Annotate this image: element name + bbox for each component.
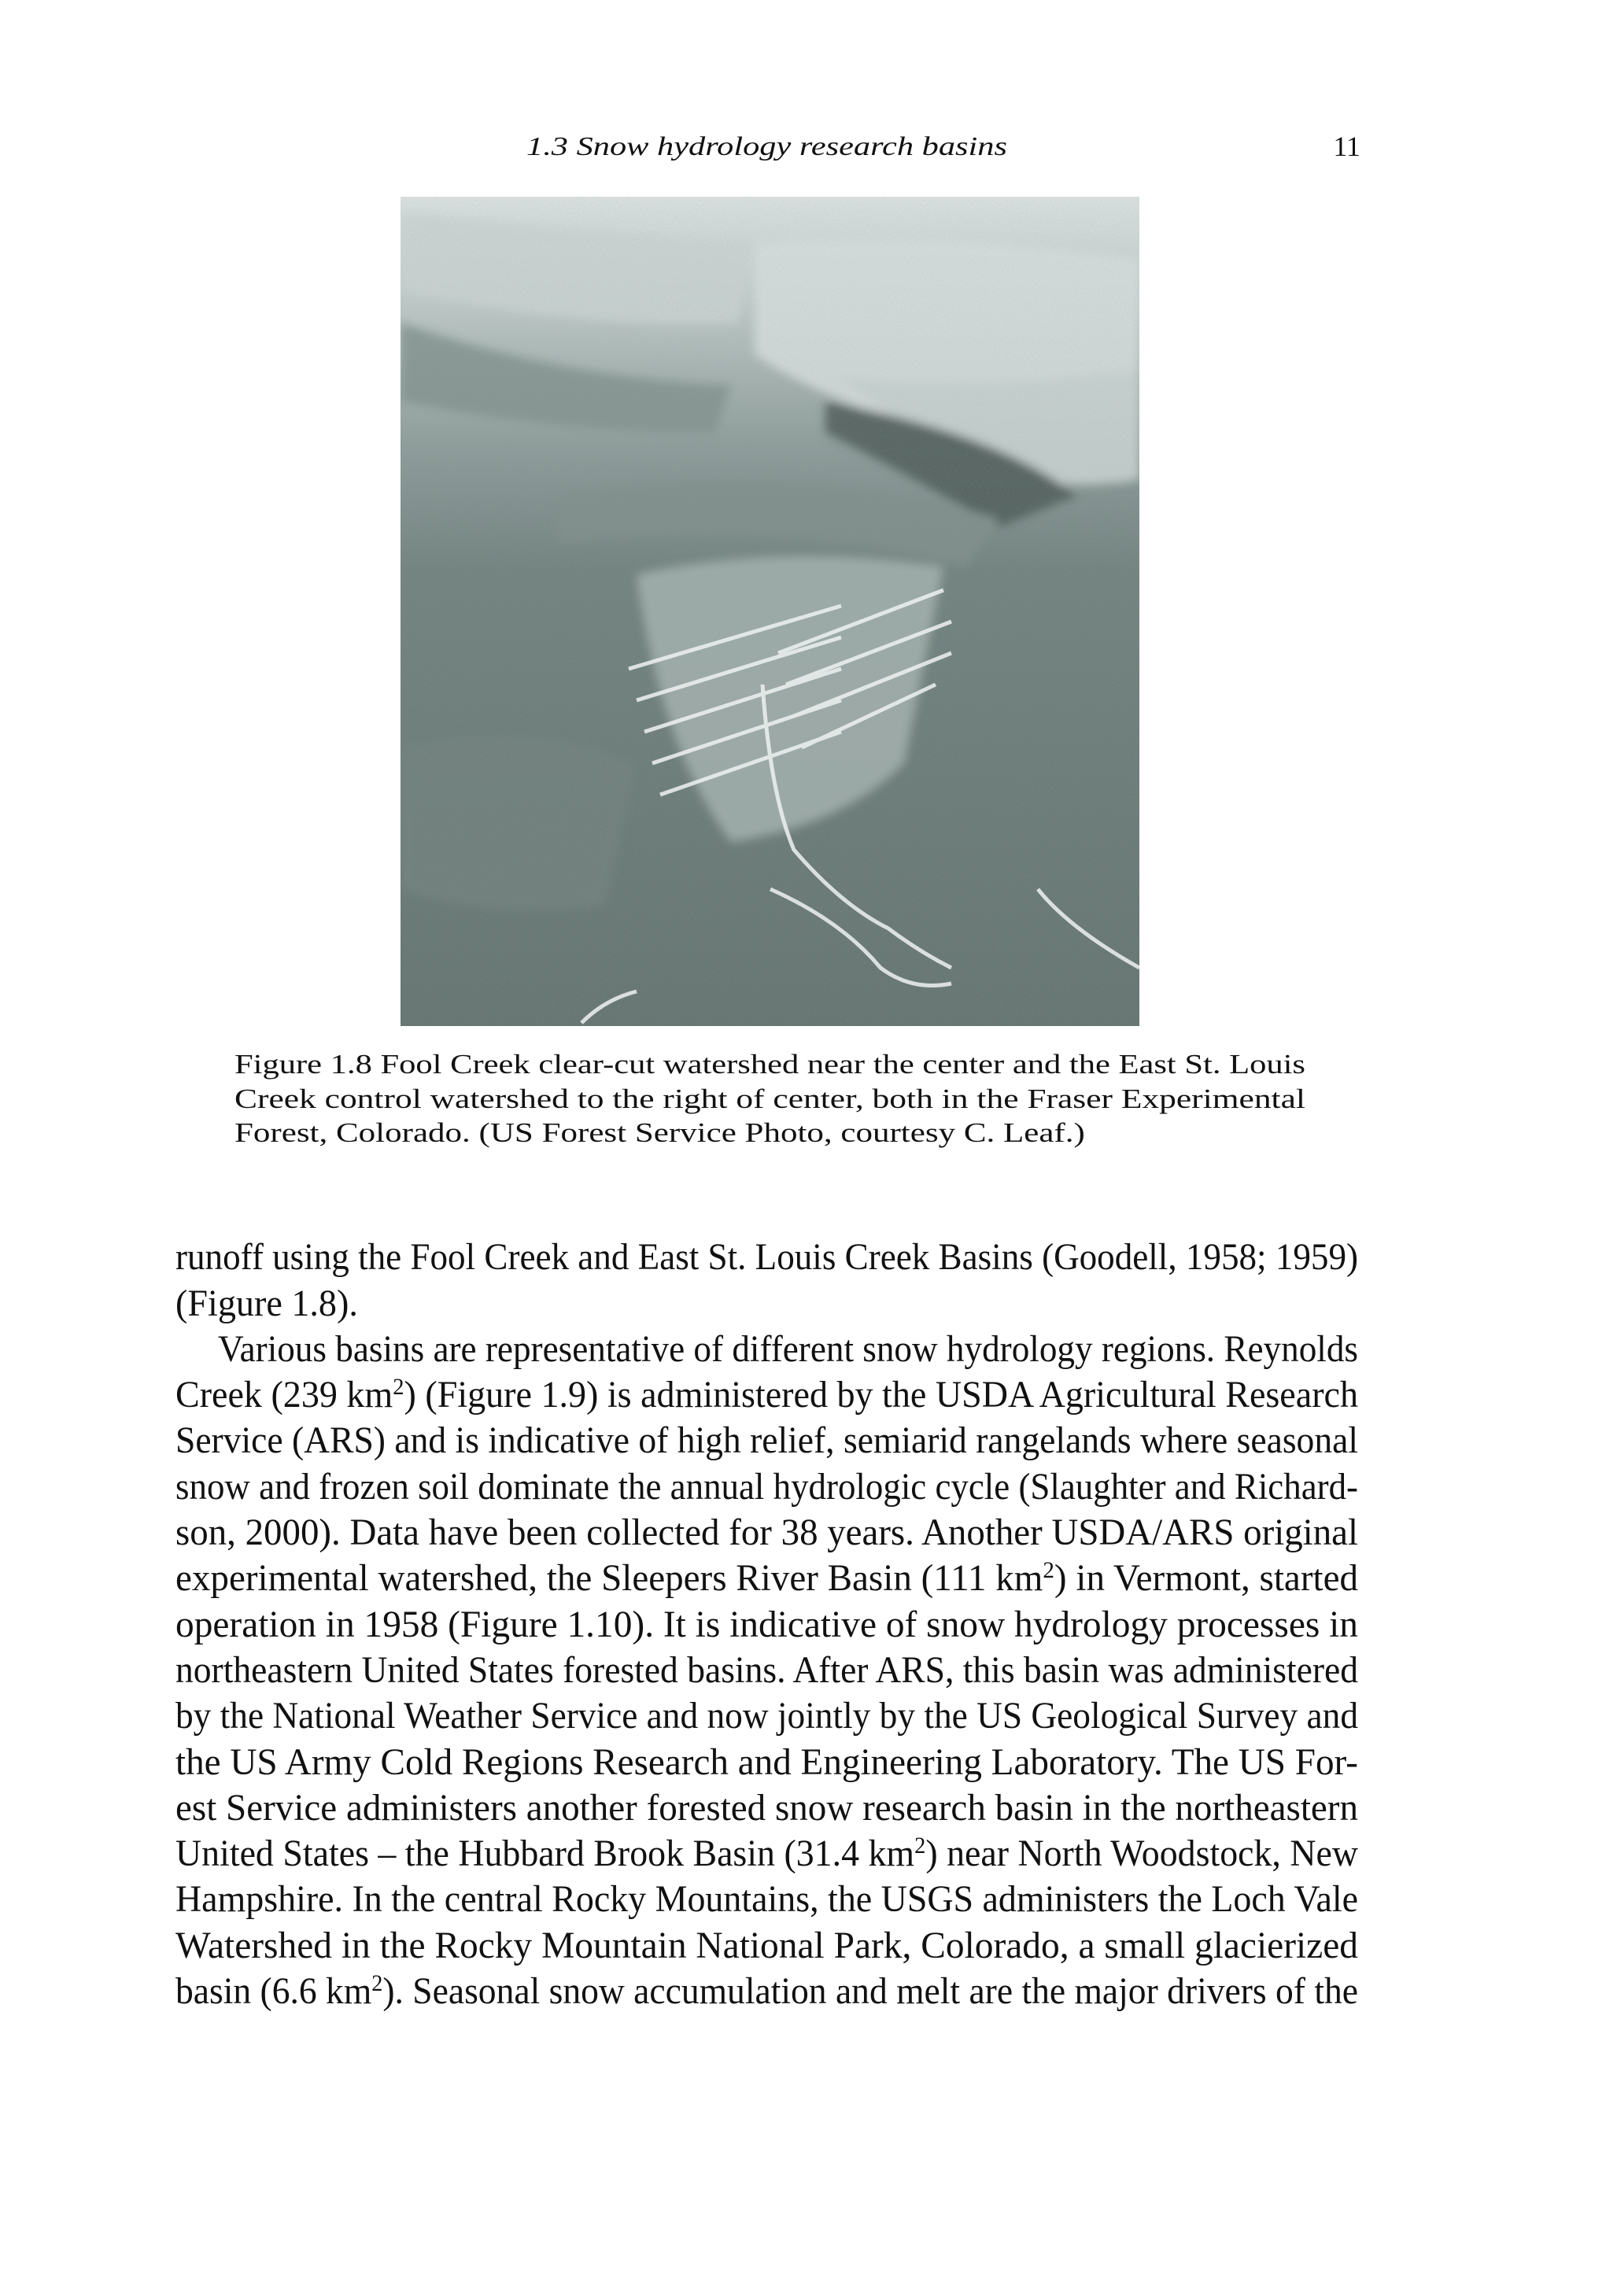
body-line <box>175 1282 358 1324</box>
body-line <box>175 1786 1358 1829</box>
body-line <box>175 1236 1358 1279</box>
body-line <box>175 1878 1358 1921</box>
text-run: Service (ARS) and is indicative of high relief, semiarid rangelands where seasonal <box>175 1419 1358 1462</box>
body-line <box>175 1373 1358 1416</box>
text-run: operation in 1958 (Figure 1.10). It is indicative of snow hydrology processes in <box>175 1603 1358 1645</box>
text-run: son, 2000). Data have been collected for 38 years. Another USDA/ARS original <box>175 1512 1358 1554</box>
text-run: (Figure 1.8). <box>175 1282 358 1324</box>
text-run: ) near North Woodstock, New <box>925 1833 1358 1875</box>
body-line <box>218 1327 1358 1370</box>
text-run: Hampshire. In the central Rocky Mountains, the USGS administers the Loch Vale <box>175 1878 1358 1921</box>
body-line <box>175 1465 1358 1508</box>
text-run: ) in Vermont, started <box>1054 1557 1358 1600</box>
figure-photo-fool-creek-watershed <box>401 197 1139 1026</box>
caption-line: Creek control watershed to the right of center, both in the Fraser Experimental <box>234 1083 1305 1114</box>
text-run: Creek (239 km <box>175 1374 393 1416</box>
superscript: 2 <box>914 1832 926 1859</box>
text-run: experimental watershed, the Sleepers River Basin (111 km <box>175 1557 1043 1600</box>
body-line <box>175 1697 1358 1735</box>
text-run: United States – the Hubbard Brook Basin (31.4 km <box>175 1833 915 1875</box>
text-run: snow and frozen soil dominate the annual hydrologic cycle (Slaughter and Richard- <box>175 1465 1358 1508</box>
text-run: ) (Figure 1.9) is administered by the USDA Agricultural Research <box>404 1374 1358 1416</box>
superscript: 2 <box>1043 1557 1054 1584</box>
text-run: Watershed in the Rocky Mountain National Park, Colorado, a small glacierized <box>175 1924 1358 1966</box>
body-line <box>175 1924 1358 1966</box>
text-run: basin (6.6 km <box>175 1970 372 2013</box>
text-run: est Service administers another forested snow research basin in the northeastern <box>175 1786 1358 1829</box>
text-run: Various basins are representative of different snow hydrology regions. Reynolds <box>218 1327 1358 1370</box>
body-line <box>175 1514 1358 1552</box>
page-number: 11 <box>1333 130 1360 162</box>
body-line <box>175 1648 1358 1691</box>
text-run: runoff using the Fool Creek and East St. Louis Creek Basins (Goodell, 1958; 1959) <box>175 1236 1358 1279</box>
superscript: 2 <box>393 1373 404 1400</box>
body-line <box>175 1557 1358 1600</box>
superscript: 2 <box>371 1969 383 1996</box>
body-line <box>175 1832 1358 1875</box>
text-run: ). Seasonal snow accumulation and melt are the major drivers of the <box>382 1970 1358 2013</box>
body-line <box>175 1740 1358 1783</box>
text-run: by the National Weather Service and now jointly by the US Geological Survey and <box>175 1695 1358 1737</box>
text-run: northeastern United States forested basins. After ARS, this basin was administered <box>175 1648 1358 1691</box>
running-title: 1.3 Snow hydrology research basins <box>526 131 1007 161</box>
body-line <box>175 1419 1358 1462</box>
text-run: the US Army Cold Regions Research and Engineering Laboratory. The US For- <box>175 1740 1358 1783</box>
body-line <box>175 1969 1358 2013</box>
caption-line: Figure 1.8 Fool Creek clear-cut watershed near the center and the East St. Louis <box>234 1048 1305 1080</box>
body-line <box>175 1603 1358 1645</box>
caption-line: Forest, Colorado. (US Forest Service Photo, courtesy C. Leaf.) <box>234 1117 1085 1148</box>
